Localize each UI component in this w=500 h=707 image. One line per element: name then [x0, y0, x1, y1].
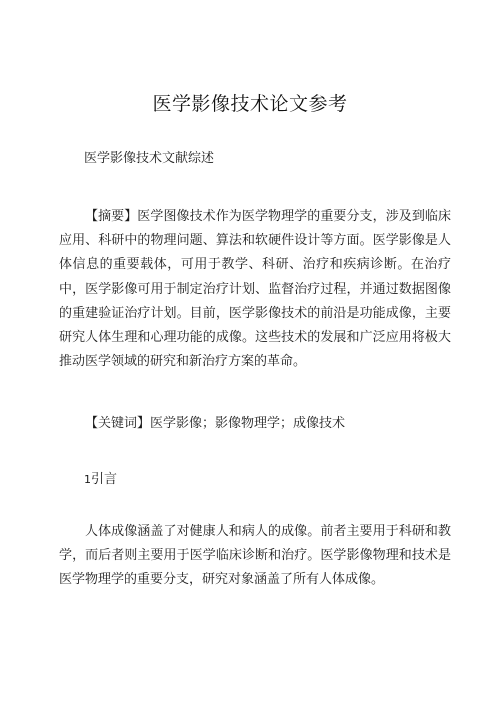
section-heading-introduction: [84, 471, 117, 489]
section-heading-text: 引言: [91, 472, 118, 487]
document-title: 医学影像技术论文参考: [152, 93, 348, 115]
section-number: 1: [84, 473, 91, 486]
document-subtitle: 医学影像技术文献综述: [84, 151, 215, 166]
introduction-paragraph: 人体成像涵盖了对健康人和病人的成像。前者主要用于科研和教学，而后者则主要用于医学临床诊断和治疗。医学影像物理和技术是医学物理学的重要分支，研究对象涵盖了所有人体成像。: [59, 524, 451, 588]
keywords-paragraph: 【关键词】医学影像；影像物理学；成像技术: [85, 416, 346, 431]
abstract-paragraph: 【摘要】医学图像技术作为医学物理学的重要分支，涉及到临床应用、科研中的物理问题、算法和软硬件设计等方面。医学影像是人体信息的重要载体，可用于教学、科研、治疗和疾病诊断。在治疗中，医学影像可用于制定治疗计划、监督治疗过程，并通过数据图像的重建验证治疗计划。目前，医学影像技术的前沿是功能成像，主要研究人体生理和心理功能的成像。这些技术的发展和广泛应用将极大推动医学领域的研究和新治疗方案的革命。: [59, 209, 451, 370]
